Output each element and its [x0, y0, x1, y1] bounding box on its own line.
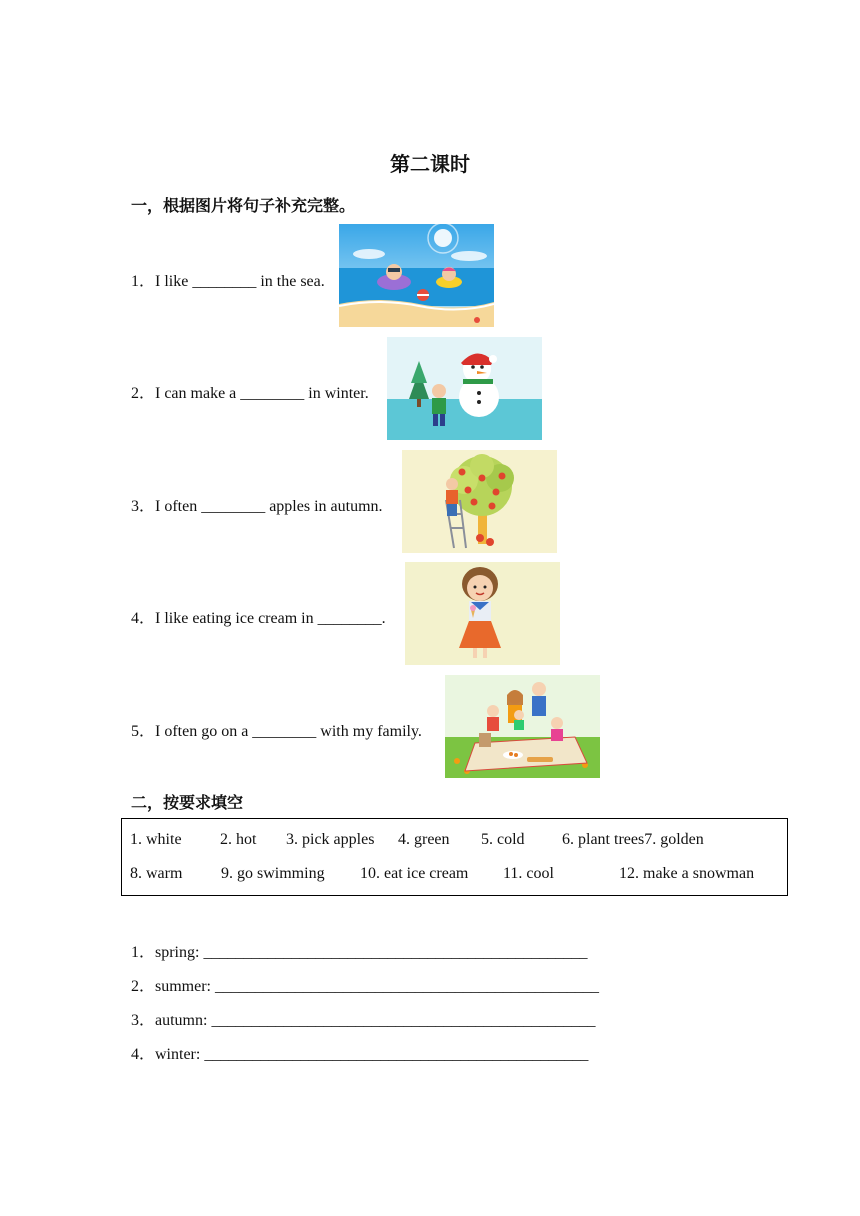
- snowman-picture: [387, 337, 542, 440]
- word-bank-box: [121, 818, 788, 896]
- fill-summer: 2．summer: ________________________________________________: [131, 978, 599, 995]
- word-12: 12. make a snowman: [619, 865, 755, 882]
- word-1: 1. white: [130, 831, 182, 848]
- word-10: 10. eat ice cream: [360, 865, 469, 882]
- question-3: 3．I often ________ apples in autumn.: [131, 498, 383, 515]
- word-9: 9. go swimming: [221, 865, 325, 882]
- girl-ice-cream-picture: [405, 562, 560, 665]
- fill-autumn: 3．autumn: ________________________________________________: [131, 1012, 596, 1029]
- word-3: 3. pick apples: [286, 831, 375, 848]
- question-4: 4．I like eating ice cream in ________.: [131, 610, 386, 627]
- word-4: 4. green: [398, 831, 450, 848]
- page-title: 第二课时: [390, 152, 470, 176]
- part2-heading: 二，按要求填空: [131, 793, 244, 812]
- word-8: 8. warm: [130, 865, 183, 882]
- question-5: 5．I often go on a ________ with my family.: [131, 723, 422, 740]
- family-picnic-picture: [445, 675, 600, 778]
- apple-tree-picture: [402, 450, 557, 553]
- beach-swimming-picture: [339, 224, 494, 327]
- fill-spring: 1．spring: ________________________________________________: [131, 944, 588, 961]
- question-1: 1．I like ________ in the sea.: [131, 273, 325, 290]
- fill-winter: 4．winter: ________________________________________________: [131, 1046, 589, 1063]
- word-6-7: 6. plant trees7. golden: [562, 831, 704, 848]
- question-2: 2．I can make a ________ in winter.: [131, 385, 369, 402]
- word-2: 2. hot: [220, 831, 257, 848]
- part1-heading: 一，根据图片将句子补充完整。: [131, 196, 356, 215]
- word-11: 11. cool: [503, 865, 554, 882]
- word-5: 5. cold: [481, 831, 525, 848]
